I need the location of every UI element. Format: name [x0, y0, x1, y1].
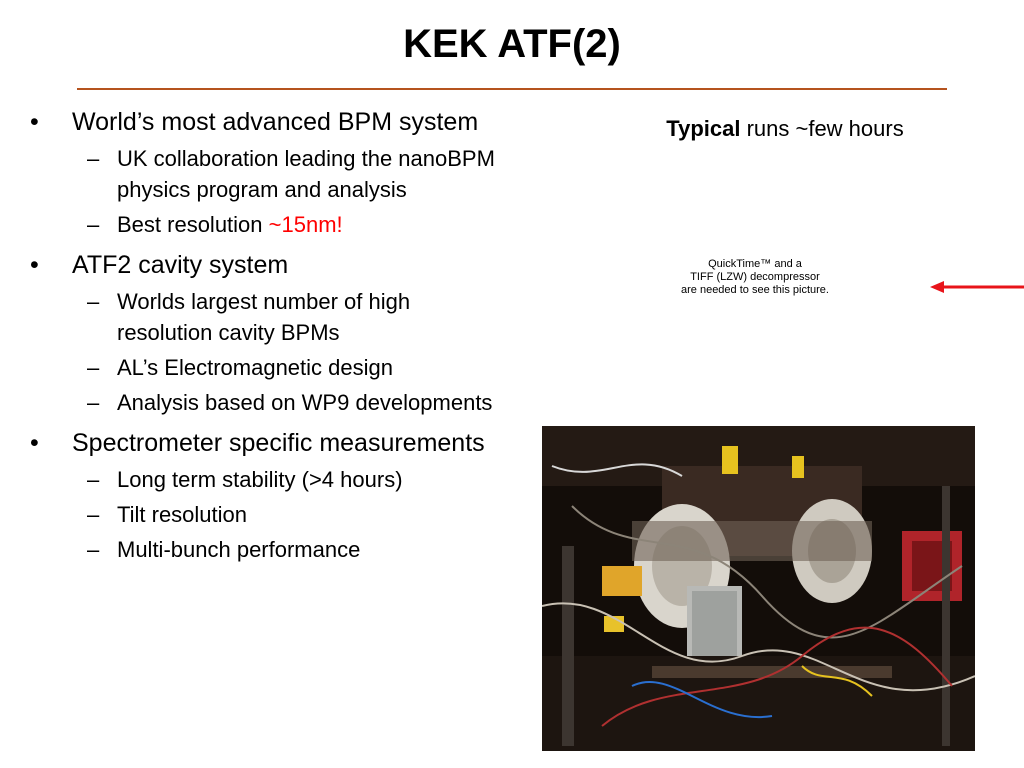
dash-marker: –: [87, 390, 100, 415]
sub-bullet-item: [30, 534, 510, 565]
quicktime-placeholder: [640, 258, 870, 297]
bullet-marker: •: [30, 429, 39, 457]
bullet-text: ATF2 cavity system: [72, 251, 289, 279]
bullet-item: [30, 426, 510, 460]
dash-marker: –: [87, 289, 100, 314]
dash-marker: –: [87, 212, 100, 237]
dash-marker: –: [87, 355, 100, 380]
sub-bullet-item: [30, 143, 510, 205]
typical-bold: Typical: [666, 116, 741, 141]
bullet-item: [30, 105, 510, 139]
quicktime-line: TIFF (LZW) decompressor: [690, 271, 820, 283]
red-arrow-icon: [928, 278, 1024, 296]
typical-rest: runs ~few hours: [740, 116, 904, 141]
quicktime-line: QuickTime™ and a: [708, 258, 802, 270]
beamline-photo-drawing: [542, 426, 975, 751]
typical-runs-caption: [620, 116, 950, 142]
sub-bullet-text: Analysis based on WP9 developments: [117, 390, 493, 415]
sub-bullet-text: Multi-bunch performance: [117, 537, 361, 562]
sub-bullet-item: [30, 286, 510, 348]
dash-marker: –: [87, 467, 100, 492]
sub-bullet-item: [30, 209, 510, 240]
dash-marker: –: [87, 537, 100, 562]
bullet-list: [30, 105, 510, 565]
bullet-item: [30, 248, 510, 282]
sub-bullet-text: Best resolution: [117, 212, 269, 237]
sub-bullet-text: UK collaboration leading the nanoBPM physics program and analysis: [117, 146, 495, 202]
bullet-marker: •: [30, 108, 39, 136]
sub-bullet-item: [30, 464, 510, 495]
bullet-text: World’s most advanced BPM system: [72, 108, 479, 136]
sub-bullet-item: [30, 499, 510, 530]
sub-bullet-text: Worlds largest number of high resolution cavity BPMs: [117, 289, 411, 345]
slide-title: KEK ATF(2): [403, 22, 621, 66]
sub-bullet-text: Long term stability (>4 hours): [117, 467, 403, 492]
bullet-marker: •: [30, 251, 39, 279]
title-divider: [77, 88, 947, 90]
sub-bullet-text: Tilt resolution: [117, 502, 248, 527]
dash-marker: –: [87, 502, 100, 527]
beamline-photo: [542, 426, 975, 751]
quicktime-line: are needed to see this picture.: [681, 284, 829, 296]
sub-bullet-item: [30, 352, 510, 383]
resolution-highlight: ~15nm!: [268, 212, 343, 237]
sub-bullet-item: [30, 387, 510, 418]
dash-marker: –: [87, 146, 100, 171]
bullet-text: Spectrometer specific measurements: [72, 429, 485, 457]
sub-bullet-text: AL’s Electromagnetic design: [117, 355, 393, 380]
